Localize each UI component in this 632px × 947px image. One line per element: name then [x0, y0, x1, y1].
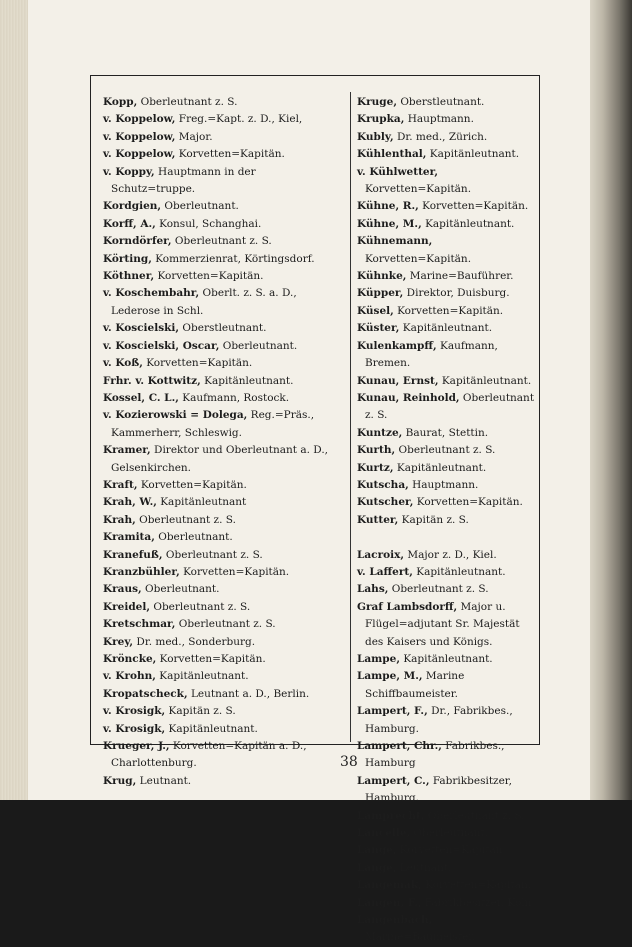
list-entry: [103, 268, 343, 285]
entry-description: Kommerzienrat, Körtingsdorf.: [151, 252, 315, 265]
left-column: [103, 94, 343, 790]
entry-description: Oberleutnant z. S.: [171, 235, 272, 248]
entry-name: Krupka,: [357, 113, 405, 126]
list-entry: [103, 564, 343, 581]
column-divider: [350, 92, 351, 742]
entry-description: Kapitänleutnant.: [438, 374, 532, 387]
entry-name: Kropatscheck,: [103, 687, 188, 700]
entry-description: Kapitänleutnant.: [399, 652, 493, 665]
list-entry: [357, 303, 537, 320]
entry-description: Oberleutnant.: [410, 827, 489, 840]
entry-name: v. Koppelow,: [103, 148, 176, 161]
entry-description: Fabrikbesitzer, Köln.: [421, 896, 535, 909]
entry-description: Kapitänleutnant.: [200, 374, 294, 387]
entry-name: Kröncke,: [103, 653, 157, 665]
entry-name: Kurth,: [357, 444, 396, 457]
entry-description: Kapitänleutnant.: [426, 148, 520, 161]
entry-description: Leutnant a. D., Berlin.: [187, 687, 310, 700]
entry-name: v. Laffert,: [357, 565, 413, 578]
book-page-edges: [0, 0, 28, 800]
entry-name: Lange,: [357, 861, 397, 874]
entry-description: Kapitänleutnant.: [393, 461, 487, 474]
entry-description: Major u. Flügel=adjutant Sr. Majestät des Kaisers und Königs.: [365, 600, 520, 648]
list-entry: [357, 668, 537, 703]
list-entry: [357, 338, 537, 373]
entry-description: Korvetten=Kapitän.: [418, 200, 529, 213]
entry-name: Kutscher,: [357, 496, 414, 509]
list-entry: [357, 494, 537, 511]
entry-description: Leutnant.: [136, 774, 192, 787]
entry-description: Freg.=Kapt. z. D., Kiel,: [175, 113, 303, 126]
entry-description: Marine Schiffbaumeister.: [365, 670, 465, 700]
entry-name: Krey,: [103, 635, 134, 648]
list-entry: [103, 111, 343, 128]
list-entry: [103, 338, 343, 355]
list-entry: [103, 651, 343, 668]
entry-name: Kranzbühler,: [103, 565, 180, 578]
entry-name: Kraus,: [103, 583, 142, 596]
entry-name: Kühnemann,: [357, 235, 433, 248]
entry-description: Oberleutnant z. S.: [395, 444, 496, 457]
entry-name: Lange,: [357, 844, 397, 857]
list-entry: [103, 251, 343, 268]
list-entry: [103, 599, 343, 616]
list-entry: [103, 547, 343, 564]
entry-description: Marine=Bauführer.: [406, 270, 514, 283]
entry-name: Langen, F.,: [357, 896, 422, 909]
entry-name: Kühlenthal,: [357, 148, 427, 161]
entry-description: Korvetten=Kapitän.: [156, 653, 266, 665]
list-entry: [103, 129, 343, 146]
entry-description: Reg.=Präs., Kammerherr, Schleswig.: [111, 409, 315, 439]
entry-name: Kopp,: [103, 96, 138, 108]
list-entry: [357, 877, 537, 894]
entry-description: Major.: [175, 130, 213, 143]
entry-name: Kühne, M.,: [357, 217, 422, 230]
entry-name: Kranefuß,: [103, 548, 163, 561]
list-entry: [357, 651, 537, 668]
list-entry: [103, 703, 343, 720]
entry-description: Hauptmann in der Schutz=truppe.: [111, 165, 256, 196]
list-entry: [357, 808, 537, 825]
entry-name: Langemak,: [357, 879, 422, 892]
entry-description: Korvetten=Kapitän.: [154, 270, 264, 283]
entry-name: Lampert, Chr.,: [357, 740, 442, 753]
list-entry: [357, 94, 537, 111]
entry-description: Korvetten=Kapitän.: [179, 565, 290, 578]
entry-description: Leutnant.: [396, 861, 452, 874]
entry-description: Direktor und Oberleutnant a. D., Gelsenkirchen.: [111, 444, 328, 474]
list-entry: [357, 442, 537, 459]
entry-description: Korvetten=Kapitän.: [393, 304, 504, 317]
entry-name: Kretschmar,: [103, 618, 176, 631]
list-entry: [103, 198, 343, 215]
list-entry: [357, 703, 537, 738]
entry-description: Kapitänleutnant.: [165, 722, 258, 735]
list-entry: [357, 268, 537, 285]
list-entry: [103, 721, 343, 738]
entry-name: Kraft,: [103, 478, 138, 491]
entry-description: Kapitänleutnant.: [155, 670, 249, 683]
list-entry: [357, 320, 537, 337]
list-entry: [103, 146, 343, 163]
entry-name: v. Koscielski,: [103, 322, 180, 335]
entry-name: Lampe,: [357, 652, 400, 665]
list-entry: [357, 146, 537, 163]
list-entry: [103, 634, 343, 651]
entry-name: Lamprecht,: [357, 809, 425, 822]
list-entry: [357, 111, 537, 128]
entry-description: Korvetten=Kapitän.: [365, 252, 472, 265]
entry-name: Krah, W.,: [103, 496, 157, 509]
entry-description: Marine=Baumeister.: [365, 931, 476, 944]
list-entry: [357, 738, 537, 773]
entry-name: Küster,: [357, 322, 400, 335]
entry-name: v. Krosigk,: [103, 722, 166, 735]
entry-description: Kapitän z. S.: [398, 513, 469, 526]
entry-description: Korvetten=Kapitän.: [137, 478, 247, 491]
entry-name: Körting,: [103, 252, 152, 265]
entry-name: v. Koppy,: [103, 165, 155, 178]
entry-name: Lahs,: [357, 583, 389, 596]
entry-name: Kuntze,: [357, 426, 403, 439]
list-entry: [103, 442, 343, 477]
page-number: 38: [340, 754, 358, 770]
list-entry: [357, 581, 537, 598]
entry-name: Krug,: [103, 774, 137, 787]
entry-name: Kühnke,: [357, 270, 407, 283]
list-entry: [103, 773, 343, 790]
entry-description: Oberlt. z. S. a. D., Lederose in Schl.: [111, 287, 297, 317]
entry-description: Oberleutnant z. S.: [388, 583, 489, 596]
entry-description: Oberleutnant z. S.: [175, 618, 276, 631]
list-entry: [103, 216, 343, 233]
entry-description: Hauptmann.: [404, 113, 474, 126]
list-entry: [357, 860, 537, 877]
entry-description: Direktor, Duisburg.: [403, 287, 510, 300]
list-entry: [103, 355, 343, 372]
list-entry: [357, 773, 537, 808]
entry-description: Oberleutnant z. S.: [162, 548, 263, 561]
list-entry: [357, 233, 537, 268]
entry-name: Kurtz,: [357, 461, 394, 474]
entry-name: Kramer,: [103, 444, 151, 457]
entry-name: Lampert, C.,: [357, 774, 430, 787]
list-entry: [357, 390, 537, 425]
list-entry: [103, 407, 343, 442]
book-spine-shadow: [590, 0, 632, 800]
entry-name: Kruge,: [357, 96, 397, 108]
list-entry: [103, 164, 343, 199]
entry-description: Fabrikbes., Hamburg: [365, 740, 505, 770]
entry-description: Kapitänleutnant.: [399, 322, 493, 335]
entry-name: Lampe, M.,: [357, 670, 423, 683]
entry-description: Oberleutnant.: [219, 339, 298, 352]
spacer: [357, 529, 537, 546]
list-entry: [103, 477, 343, 494]
list-entry: [357, 129, 537, 146]
entry-name: Küpper,: [357, 287, 404, 300]
entry-description: Oberleutnant z. S.: [365, 391, 535, 422]
entry-description: Oberleutnant z. S.: [424, 809, 525, 822]
entry-description: Kapitän z. S.: [165, 705, 236, 718]
entry-description: Oberleutnant.: [154, 531, 233, 544]
entry-description: Oberstleutnant.: [396, 96, 485, 108]
entry-name: v. Koppelow,: [103, 113, 176, 126]
entry-name: Kutscha,: [357, 478, 409, 491]
list-entry: [103, 285, 343, 320]
entry-description: Hauptmann.: [408, 478, 479, 491]
entry-description: Fabrikbesitzer, Hamburg.: [365, 774, 512, 805]
entry-name: Kutter,: [357, 513, 399, 526]
list-entry: [103, 686, 343, 703]
entry-description: Korvetten=Kapitän.: [142, 357, 253, 370]
entry-description: Oberleutnant z. S.: [137, 96, 238, 108]
list-entry: [357, 198, 537, 215]
entry-description: Dr. med., Zürich.: [393, 130, 488, 143]
entry-name: Lampert, F.,: [357, 705, 428, 718]
entry-description: Oberleutnant.: [141, 583, 220, 596]
entry-name: Kulenkampff,: [357, 339, 437, 352]
entry-description: Major z. D., Kiel.: [404, 548, 497, 561]
list-entry: [357, 164, 537, 199]
entry-name: Langenbach,: [357, 914, 433, 927]
entry-name: v. Koscielski, Oscar,: [103, 339, 220, 352]
entry-description: Kaufmann, Bremen.: [365, 339, 498, 370]
list-entry: [357, 216, 537, 233]
list-entry: [357, 425, 537, 442]
entry-description: Kapitänleutnant.: [412, 565, 506, 578]
list-entry: [103, 581, 343, 598]
entry-name: Korndörfer,: [103, 235, 172, 248]
entry-description: Korvetten=Kapitän.: [421, 879, 532, 892]
entry-name: v. Koppelow,: [103, 130, 176, 143]
entry-description: Kaufmann, Rostock.: [178, 391, 290, 404]
entry-name: Kunau, Ernst,: [357, 374, 439, 387]
list-entry: [103, 668, 343, 685]
list-entry: [357, 825, 537, 842]
list-entry: [103, 320, 343, 337]
list-entry: [103, 390, 343, 407]
list-entry: [103, 373, 343, 390]
entry-name: v. Krohn,: [103, 670, 156, 683]
list-entry: [103, 529, 343, 546]
entry-description: Korvetten=Kapitän.: [365, 183, 472, 196]
entry-description: Oberleutnant.: [161, 200, 239, 213]
entry-description: Korvetten=Kapitän a. D., Charlottenburg.: [111, 740, 307, 770]
entry-description: Dr. med., Sonderburg.: [133, 635, 256, 648]
entry-description: Kapitänleutnant: [156, 496, 247, 509]
entry-name: Krueger, J.,: [103, 740, 170, 753]
entry-name: Kubly,: [357, 130, 394, 143]
entry-name: v. Koschembahr,: [103, 287, 200, 300]
entry-name: v. Krosigk,: [103, 705, 166, 718]
entry-name: Kunau, Reinhold,: [357, 391, 460, 404]
entry-description: Baurat, Stettin.: [402, 426, 489, 439]
entry-description: Kapitänleutnant.: [421, 217, 515, 230]
entry-name: Kreidel,: [103, 600, 150, 613]
entry-description: Oberleutnant z. S.: [150, 600, 251, 613]
entry-name: Kühne, R.,: [357, 200, 419, 213]
entry-description: Korvetten=Kapitän.: [175, 148, 285, 161]
entry-description: Dr., Fabrikbes., Hamburg.: [365, 705, 513, 735]
list-entry: [103, 233, 343, 250]
right-column: [357, 94, 537, 947]
entry-name: v. Kozierowski = Dolega,: [103, 409, 248, 422]
entry-name: Lancelle,: [357, 827, 411, 840]
list-entry: [103, 94, 343, 111]
entry-name: Graf Lambsdorff,: [357, 600, 458, 613]
entry-name: v. Kühlwetter,: [357, 165, 439, 178]
entry-description: Oberleutnant z. S.: [135, 513, 236, 526]
entry-name: Köthner,: [103, 270, 155, 283]
list-entry: [357, 564, 537, 581]
list-entry: [357, 842, 537, 859]
list-entry: [357, 285, 537, 302]
entry-name: Kramita,: [103, 531, 155, 544]
list-entry: [357, 912, 537, 947]
entry-description: Korvetten=Kapitän.: [396, 844, 506, 857]
entry-name: Krah,: [103, 513, 136, 526]
list-entry: [357, 512, 537, 529]
entry-name: Lacroix,: [357, 548, 405, 561]
entry-description: Oberstleutnant.: [179, 322, 267, 335]
entry-name: Küsel,: [357, 304, 394, 317]
entry-name: Kossel, C. L.,: [103, 391, 179, 404]
entry-description: Korvetten=Kapitän.: [413, 496, 523, 509]
list-entry: [103, 494, 343, 511]
list-entry: [357, 373, 537, 390]
list-entry: [357, 599, 537, 651]
list-entry: [103, 616, 343, 633]
list-entry: [103, 512, 343, 529]
list-entry: [357, 547, 537, 564]
entry-name: Kordgien,: [103, 200, 162, 213]
list-entry: [103, 738, 343, 773]
list-entry: [357, 477, 537, 494]
entry-name: v. Koß,: [103, 357, 143, 370]
entry-name: Korff, A.,: [103, 217, 156, 230]
list-entry: [357, 460, 537, 477]
entry-description: Konsul, Schanghai.: [155, 217, 262, 230]
list-entry: [357, 895, 537, 912]
entry-name: Frhr. v. Kottwitz,: [103, 374, 201, 387]
